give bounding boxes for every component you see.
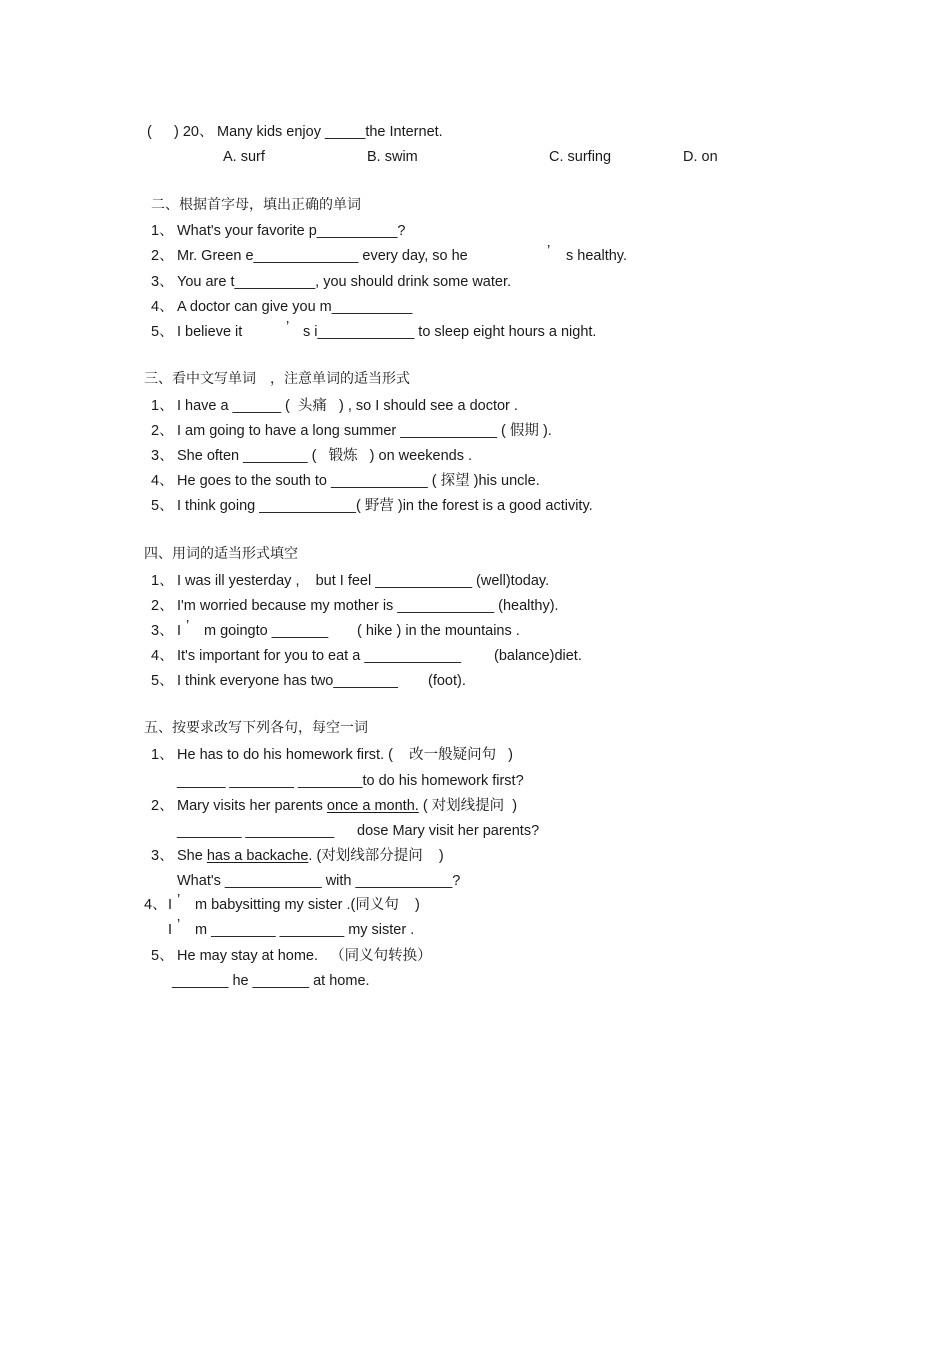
s5-item-1-num: 1、	[151, 747, 174, 763]
s3-item-2-num: 2、	[151, 423, 174, 439]
s4-item-2-num: 2、	[151, 598, 174, 614]
s5-item-4-num: 4、	[144, 897, 167, 913]
s5-item-3-underlined: has a backache	[206, 848, 309, 864]
section-3-title: 三、看中文写单词 ，注意单词的适当形式	[144, 371, 410, 387]
section-2-title: 二、根据首字母，填出正确的单词	[151, 197, 361, 213]
s5-item-5-prompt: He may stay at home. （同义句转换）	[177, 948, 432, 964]
s2-item-3-text: You are t__________, you should drink some water.	[177, 274, 512, 290]
s3-item-3-text: She often ________ ( 锻炼 ) on weekends .	[177, 448, 473, 464]
s2-item-1-num: 1、	[151, 223, 174, 239]
s5-item-2-num: 2、	[151, 798, 174, 814]
s2-item-5-text-a: I believe it	[177, 324, 243, 340]
s5-item-3-post: . (对划线部分提问 )	[308, 848, 444, 864]
s3-item-4-text: He goes to the south to ____________ ( 探望 )his uncle.	[177, 473, 540, 489]
s4-item-3-text-c: m goingto _______	[204, 623, 329, 639]
s4-item-5-text-a: I think everyone has two________	[177, 673, 398, 689]
s2-item-2-text-c: s healthy.	[566, 248, 627, 264]
s5-item-3-prompt	[177, 847, 444, 865]
q20-option-c: C. surfing	[549, 149, 612, 165]
q20-number: ) 20、	[174, 124, 214, 140]
s5-item-2-prompt	[177, 797, 517, 815]
s4-item-2-text: I'm worried because my mother is ____________ (healthy).	[177, 598, 559, 614]
s4-item-3-text-a: I	[177, 623, 182, 639]
s4-item-1-num: 1、	[151, 573, 174, 589]
s3-item-4-num: 4、	[151, 473, 174, 489]
q20-open-paren: (	[147, 124, 152, 140]
s4-item-1-text: I was ill yesterday , but I feel ____________ (well)today.	[177, 573, 550, 589]
s4-item-5-text-d: (foot).	[428, 673, 466, 689]
s4-item-3-text-d: ( hike ) in the mountains .	[357, 623, 520, 639]
s4-item-3-num: 3、	[151, 623, 174, 639]
s5-item-3-num: 3、	[151, 848, 174, 864]
s2-item-5-num: 5、	[151, 324, 174, 340]
s2-item-3-num: 3、	[151, 274, 174, 290]
s4-item-3-apostrophe: ’	[186, 618, 190, 634]
s5-item-5-num: 5、	[151, 948, 174, 964]
s5-item-4-text-a: I	[168, 897, 173, 913]
s2-item-5-apostrophe: ’	[286, 319, 290, 335]
s5-item-3-answer: What's ____________ with ____________?	[177, 873, 461, 889]
s5-item-1-answer: ______ ________ ________to do his homework first?	[177, 773, 524, 789]
s3-item-3-num: 3、	[151, 448, 174, 464]
s5-item-2-answer-blanks: ________ ___________	[177, 823, 335, 839]
s3-item-1-num: 1、	[151, 398, 174, 414]
s2-item-1-text: What's your favorite p__________?	[177, 223, 406, 239]
s4-item-4-text-d: (balance)diet.	[494, 648, 582, 664]
s2-item-2-num: 2、	[151, 248, 174, 264]
s5-item-1-prompt: He has to do his homework first. ( 改一般疑问句 )	[177, 747, 513, 763]
s3-item-5-text: I think going ____________( 野营 )in the forest is a good activity.	[177, 498, 593, 514]
s4-item-5-num: 5、	[151, 673, 174, 689]
s5-item-4-text-c: m babysitting my sister .(同义句 )	[195, 897, 420, 913]
s3-item-1-text: I have a ______ ( 头痛 ) , so I should see a doctor .	[177, 398, 518, 414]
s5-item-5-answer: _______ he _______ at home.	[172, 973, 370, 989]
s2-item-2-text-a: Mr. Green e_____________ every day, so he	[177, 248, 468, 264]
s5-item-2-pre: Mary visits her parents	[177, 798, 327, 814]
q20-option-a: A. surf	[223, 149, 265, 165]
s5-item-2-underlined: once a month.	[326, 798, 419, 814]
q20-option-d: D. on	[683, 149, 718, 165]
s5-item-4-answer-c: m ________ ________ my sister .	[195, 922, 415, 938]
section-4-title: 四、用词的适当形式填空	[144, 546, 298, 562]
q20-option-b: B. swim	[367, 149, 418, 165]
s5-item-4-answer-apostrophe: ’	[177, 917, 181, 933]
s4-item-4-num: 4、	[151, 648, 174, 664]
s5-item-4-apostrophe: ’	[177, 892, 181, 908]
s5-item-2-post: ( 对划线提问 )	[418, 798, 518, 814]
s5-item-3-pre: She	[177, 848, 207, 864]
s4-item-4-text-a: It's important for you to eat a ____________	[177, 648, 462, 664]
s5-item-4-answer-a: I	[168, 922, 173, 938]
s3-item-2-text: I am going to have a long summer ____________ ( 假期 ).	[177, 423, 552, 439]
s2-item-5-text-c: s i____________ to sleep eight hours a night.	[303, 324, 597, 340]
s3-item-5-num: 5、	[151, 498, 174, 514]
q20-stem: Many kids enjoy _____the Internet.	[217, 124, 443, 140]
section-5-title: 五、按要求改写下列各句，每空一词	[144, 720, 368, 736]
s2-item-2-apostrophe: ’	[547, 243, 551, 259]
s2-item-4-text: A doctor can give you m__________	[177, 299, 413, 315]
s5-item-2-answer-text: dose Mary visit her parents?	[357, 823, 540, 839]
s2-item-4-num: 4、	[151, 299, 174, 315]
